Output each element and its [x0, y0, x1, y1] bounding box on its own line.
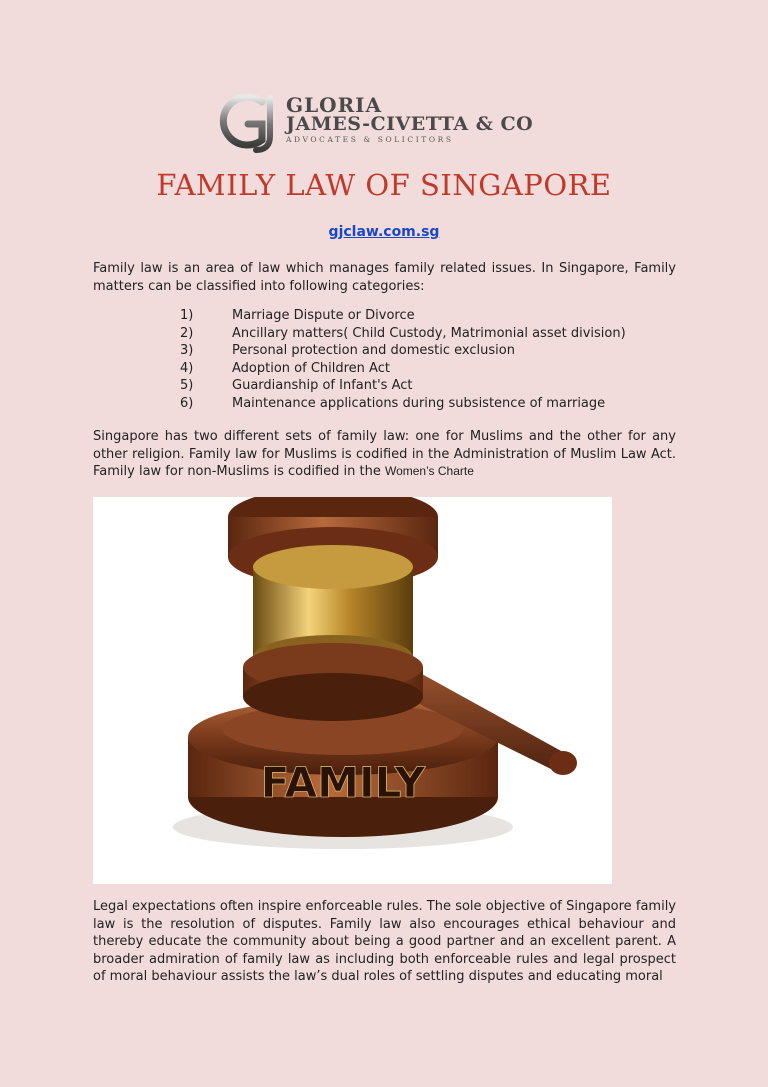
list-item-text: Personal protection and domestic exclusion: [232, 343, 515, 359]
logo-line-1: GLORIA: [286, 93, 383, 117]
purpose-paragraph: Legal expectations often inspire enforceable rules. The sole objective of Singapore family law is the resolution of disputes. Family law also encourages ethical behaviour and thereby educate the community about being a good partner and an excellent parent. A broader admiration of family law as including both enforceable rules and legal prospect of moral behaviour assists the law’s dual roles of settling disputes and educating moral: [93, 899, 676, 984]
list-item-number: 1): [180, 308, 194, 323]
list-item-text: Maintenance applications during subsistence of marriage: [232, 395, 606, 411]
list-item: [180, 307, 680, 325]
list-item-text: Guardianship of Infant's Act: [232, 378, 413, 394]
list-item: [180, 360, 680, 378]
logo-wordmark: [286, 93, 534, 144]
categories-list: [180, 307, 680, 413]
logo-line-3: ADVOCATES & SOLICITORS: [286, 135, 454, 144]
intro-paragraph: Family law is an area of law which manages family related issues. In Singapore, Family matters can be classified into following categories:: [93, 261, 676, 294]
womens-charter-text: Women’s Charte: [384, 464, 474, 478]
list-item: [180, 377, 680, 395]
list-item-number: 6): [180, 395, 194, 411]
list-item-number: 2): [180, 325, 194, 341]
firm-logo: [218, 90, 548, 154]
gj-monogram-icon: [218, 90, 288, 154]
religion-paragraph: [93, 428, 676, 481]
religion-paragraph-text: Singapore has two different sets of family law: one for Muslims and the other for any other religion. Family law for Muslims is codified in the Administration of Muslim Law Act. Family law for non-Muslims is codified in the: [93, 429, 676, 479]
gavel-illustration: [93, 497, 612, 884]
page-title: FAMILY LAW OF SINGAPORE: [156, 168, 612, 202]
list-item-number: 4): [180, 360, 194, 376]
list-item-number: 3): [180, 343, 194, 359]
list-item: [180, 395, 680, 413]
list-item: [180, 325, 680, 343]
website-link[interactable]: gjclaw.com.sg: [328, 224, 440, 240]
family-engraving: FAMILY: [260, 758, 426, 807]
gavel-image: [93, 497, 612, 884]
list-item-text: Ancillary matters( Child Custody, Matrimonial asset division): [232, 325, 626, 341]
list-item-text: Adoption of Children Act: [232, 360, 390, 376]
list-item-number: 5): [180, 378, 194, 394]
list-item: [180, 342, 680, 360]
logo-line-2: JAMES-CIVETTA & CO: [286, 113, 534, 135]
list-item-text: Marriage Dispute or Divorce: [232, 308, 415, 323]
